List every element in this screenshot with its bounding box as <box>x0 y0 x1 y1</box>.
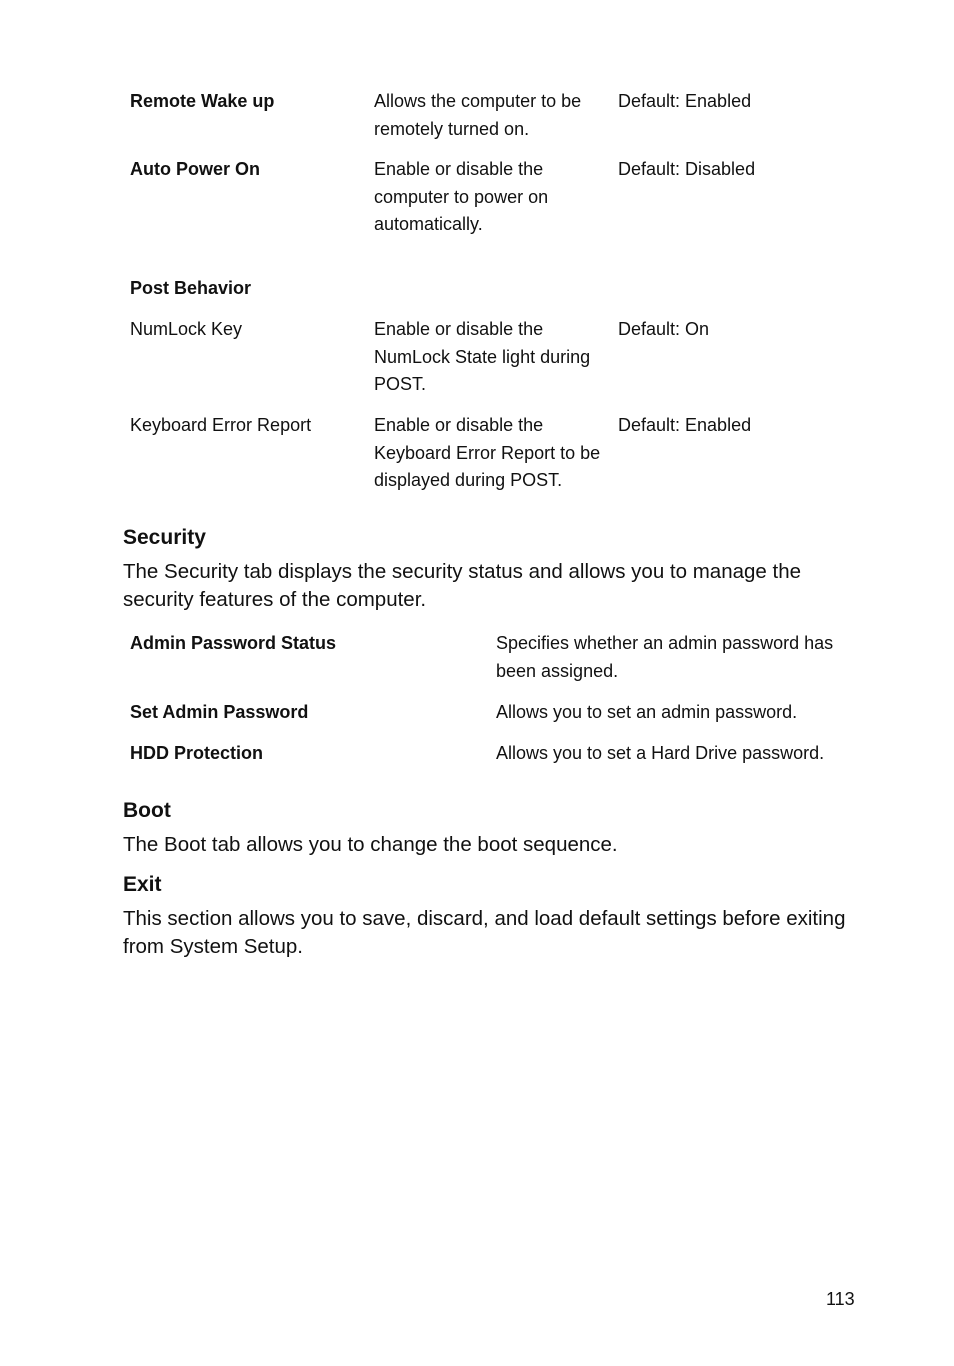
setting-name: Auto Power On <box>130 159 260 179</box>
setting-description: Enable or disable the Keyboard Error Report to be displayed during POST. <box>374 415 601 490</box>
setting-default: Default: Enabled <box>618 91 752 111</box>
setting-name: Keyboard Error Report <box>130 415 312 435</box>
security-intro: The Security tab displays the security status and allows you to manage the security features of the computer. <box>123 560 802 611</box>
exit-text: This section allows you to save, discard, and load default settings before exiting from System Setup. <box>123 907 846 958</box>
page-number: 113 <box>826 1289 855 1309</box>
setting-default: Default: Enabled <box>618 415 752 435</box>
setting-description: Enable or disable the computer to power on automatically. <box>374 159 549 234</box>
setting-description: Allows the computer to be remotely turned on. <box>374 91 582 139</box>
setting-name: NumLock Key <box>130 319 243 339</box>
setting-name: HDD Protection <box>130 743 264 763</box>
setting-default: Default: On <box>618 319 710 339</box>
setting-description: Allows you to set an admin password. <box>496 702 798 722</box>
post-behavior-heading: Post Behavior <box>130 278 252 298</box>
setting-description: Enable or disable the NumLock State light during POST. <box>374 319 591 394</box>
setting-description: Specifies whether an admin password has been assigned. <box>496 633 834 681</box>
exit-title: Exit <box>123 873 162 896</box>
setting-name: Set Admin Password <box>130 702 309 722</box>
setting-name: Admin Password Status <box>130 633 337 653</box>
security-title: Security <box>123 526 206 549</box>
boot-text: The Boot tab allows you to change the boot sequence. <box>123 833 618 856</box>
setting-name: Remote Wake up <box>130 91 275 111</box>
setting-default: Default: Disabled <box>618 159 756 179</box>
setting-description: Allows you to set a Hard Drive password. <box>496 743 825 763</box>
boot-title: Boot <box>123 799 171 822</box>
